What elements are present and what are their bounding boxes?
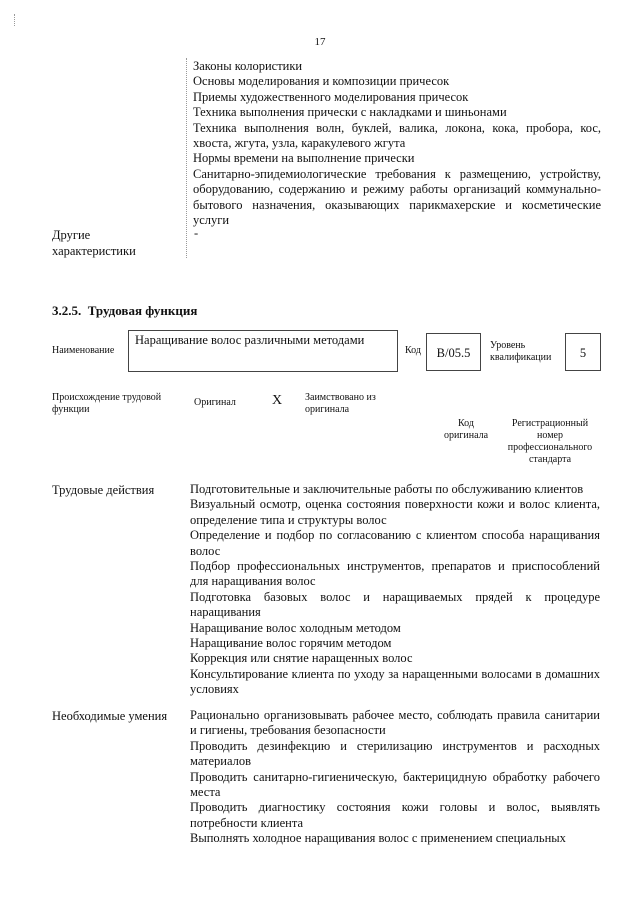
other-characteristics-value: - [194, 226, 199, 240]
knowledge-list [193, 59, 601, 228]
labor-actions-label: Трудовые действия [52, 483, 155, 497]
labor-action-item: Подбор профессиональных инструментов, препаратов и приспособлений для наращивания волос [190, 559, 600, 589]
labor-action-item: Коррекция или снятие наращенных волос [190, 651, 413, 666]
knowledge-item: Основы моделирования и композиции причесок [193, 74, 450, 89]
margin-mark [14, 14, 15, 26]
skill-item: Проводить дезинфекцию и стерилизацию инструментов и расходных материалов [190, 738, 600, 769]
original-code-label: Код оригинала [443, 418, 489, 441]
original-label: Оригинал [194, 397, 236, 408]
labor-action-item: Наращивание волос горячим методом [190, 636, 392, 651]
labor-action-item: Наращивание волос холодным методом [190, 620, 401, 635]
labor-action-item: Определение и подбор по согласованию с клиентом способа наращивания волос [190, 528, 600, 558]
skill-item: Выполнять холодное наращивания волос с применением специальных [190, 831, 566, 846]
labor-action-item: Визуальный осмотр, оценка состояния поверхности кожи и волос клиента, определение типа и структуры волос [190, 497, 600, 527]
level-box [565, 333, 601, 371]
function-code: B/05.5 [436, 346, 471, 360]
level-value: 5 [579, 346, 587, 360]
column-divider [186, 58, 187, 258]
original-mark: X [272, 393, 283, 408]
knowledge-item: Законы колористики [193, 59, 303, 73]
labor-actions-list [190, 482, 600, 698]
function-name-box [128, 330, 398, 372]
skill-item: Рационально организовывать рабочее место, соблюдать правила санитарии и гигиены, требования безопасности [190, 708, 600, 738]
registration-number-label: Регистрационный номер профессионального стандарта [507, 418, 593, 465]
other-characteristics-label: Другие характеристики [52, 228, 136, 258]
level-label: Уровень квалификации [490, 340, 552, 363]
labor-action-item: Консультирование клиента по уходу за наращенными волосами в домашних условиях [190, 666, 600, 697]
code-label: Код [405, 345, 421, 356]
skill-item: Проводить диагностику состояния кожи головы и волос, выявлять потребности клиента [190, 800, 600, 830]
knowledge-item: Приемы художественного моделирования причесок [193, 89, 469, 104]
labor-action-item: Подготовительные и заключительные работы по обслуживанию клиентов [190, 482, 584, 496]
skills-list [190, 708, 600, 847]
page-number: 17 [314, 36, 326, 48]
code-box [426, 333, 481, 371]
knowledge-item: Нормы времени на выполнение прически [193, 151, 415, 166]
section-heading: 3.2.5. Трудовая функция [52, 303, 198, 318]
knowledge-item: Санитарно-эпидемиологические требования к размещению, устройству, оборудованию, содержанию и режиму работы организаций коммунально-бытового назначения, оказывающих парикмахерские и косметические услуги [193, 166, 601, 228]
origin-label: Происхождение трудовой функции [52, 392, 162, 415]
name-label: Наименование [52, 345, 115, 356]
labor-action-item: Подготовка базовых волос и наращиваемых прядей к процедуре наращивания [190, 589, 600, 620]
skill-item: Проводить санитарно-гигиеническую, бактерицидную обработку рабочего места [190, 769, 600, 800]
function-name: Наращивание волос различными методами [135, 333, 365, 347]
borrowed-label: Заимствовано из оригинала [305, 392, 376, 415]
skills-label: Необходимые умения [52, 709, 168, 723]
knowledge-item: Техника выполнения прически с накладками и шиньонами [193, 105, 507, 120]
knowledge-item: Техника выполнения волн, буклей, валика, локона, кока, пробора, кос, хвоста, жгута, узла, каракулевого жгута [193, 120, 601, 151]
